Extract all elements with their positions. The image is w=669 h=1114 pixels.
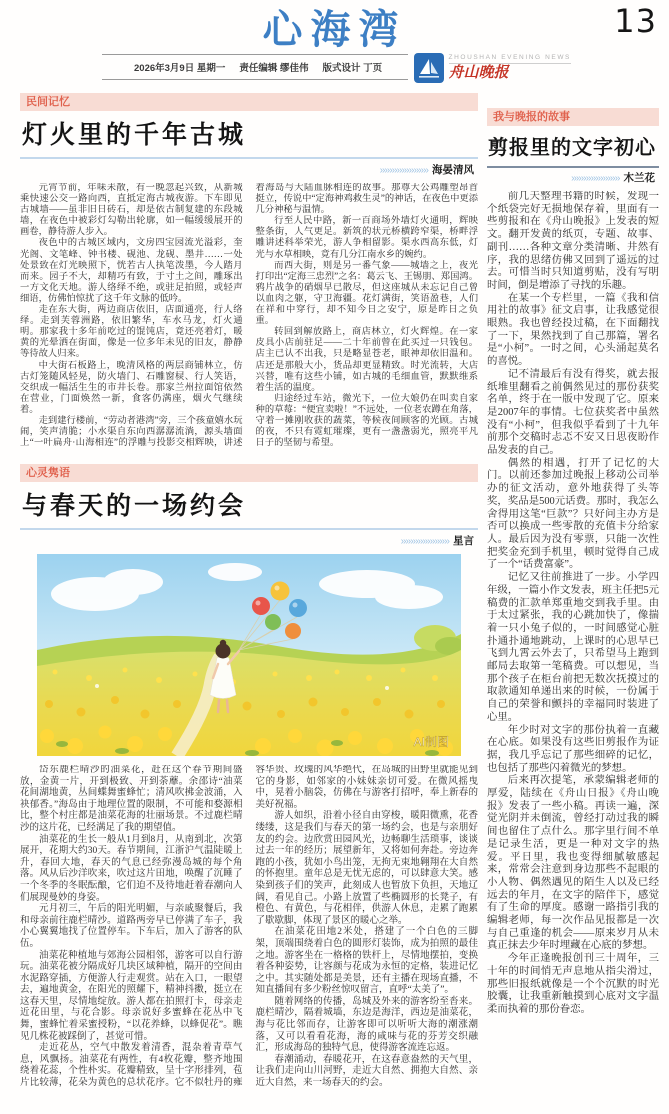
byline-arrows-icon: »»»»»»»»»»	[400, 535, 449, 547]
page-content	[0, 93, 669, 1097]
paragraph: 后来再次提笔，承蒙编辑老师的厚爱，陆续在《舟山日报》《舟山晚报》发表了一些小稿。再读一遍，深觉光阴并未倒流，曾经打动过我的瞬间也留住了点什么。那字里行间不单是记录生活，更是一种对文字的热爱。平日里，我也变得细腻敏感起来，常常会注意到身边那些不起眼的小人物、偶然遇见的陌生人以及已经远去的年月，在文字的陪伴下，感觉有了生命的厚度。感谢一路指引我的编辑老师，每一次作品见报都是一次与自己重逢的机会——原来岁月从未真正抹去少年时埋藏在心底的梦想。	[487, 775, 659, 952]
author-name: 海晏清风	[432, 164, 474, 176]
paragraph: 在某一个专栏里，一篇《我和信用社的故事》征文启事，让我感觉很眼熟。我也曾经投过稿，在下面翻找了一下，果然找到了自己那篇，署名是“小柯”。一时之间，心头涌起莫名的喜悦。	[487, 292, 659, 368]
article-title: 剪报里的文字初心	[488, 135, 656, 159]
paragraph: 记忆又往前推进了一步。小学四年级，一篇小作文发表，班主任把5元稿费的汇款单郑重地交到我手里。由于太过紧张，我的心跳加快了，像揣着一只小兔子似的，一时间感觉心脏扑通扑通地跳动，上课时的心思早已飞到九霄云外去了，只希望马上跑到邮局去取第一笔稿费。可以想见，当那个孩子在柜台前把无数次抚摸过的取款通知单递出来的时候，一份属于自己的荣誉和颤抖的幸福同时装进了心里。	[487, 572, 659, 723]
paragraph: 今年正逢晚报创刊三十周年，三十年的时间悄无声息地从指尖滑过，那些旧报纸就像是一个个沉默的时光胶囊，让我重新触摸到心底对文字温柔而执着的那份眷恋。	[487, 953, 659, 1015]
paragraph: 春潮涌动，春暖花开，在这春意盎然的天气里，让我们走向山川河野，走近大自然、拥抱大自然、亲近大自然，来一场春天的约会。	[255, 1054, 478, 1089]
paragraph: 元宵节前，年味未散，有一晚忽起兴致，从新城乘快速公交一路向西，直抵定海古城夜游。下车即见古城墙——虽非旧日砖石，却是依古制复建的东段城墙，在夜色中被彩灯勾勒出轮廓，如一幅缓缓展开的画卷，静待游人步入。	[20, 183, 243, 238]
title-divider	[20, 157, 478, 159]
paragraph: 走在东大街，两边商店依旧，店面通亮，行人络绎。走到芙蓉洲路，依旧繁华，车水马龙，灯火通明。那家我十多年前吃过的馄饨店，竟还亮着灯，暖黄的光晕洒在街面，像是一位多年未见的旧友，静静等待故人归来。	[20, 305, 243, 360]
page-number: 13	[614, 2, 657, 40]
article-body	[20, 765, 478, 1097]
byline-arrows-icon: »»»»»»»»»»	[571, 172, 620, 184]
newspaper-logo-icon	[414, 53, 444, 83]
byline-arrows-icon: »»»»»»»»»»	[379, 164, 428, 176]
title-divider	[20, 528, 478, 530]
paragraph: 前几天整理书籍的时候，发现一个纸袋完好无损地保存着，里面有一些剪报和在《舟山晚报》上发表的短文。翻开发黄的纸页，专题、故事、副刊……各种文章分类清晰、井然有序，我的思绪仿佛又回到了遥远的过去。可惜当时只知道剪贴，没有写明时间，倒是增添了寻找的乐趣。	[487, 191, 659, 291]
paragraph: 游人如织，沿着小径自由穿梭，暖阳微熏，花香缕缕，这是我们与春天的第一场约会，也是与亲朋好友的约会。边欣赏田园风光，边畅聊生活琐事，谈谈过去一年的经历；展望新年，又将如何奔赴。旁边奔跑的小孩，犹如小鸟出笼，无拘无束地翱翔在大自然的怀抱里。童年总是无忧无虑的，可以肆意大笑。感染到孩子们的笑声，此刻成人也暂放下负担，天地辽阔，看见自己。小路上放置了些椭圆形的长凳子，有橙色、有黄色，与花相伴，供游人休息，走累了跑累了歇歇脚，体现了景区的暖心之举。	[255, 811, 478, 926]
byline	[487, 170, 655, 185]
paragraph: 随着网络的传播，岛城及外来的游客纷至沓来。鹿栏晴沙，隔着城墙，东边是海洋，西边是油菜花，海与花比邻而存，让游客即可以听听大海的潮涨潮落，又可以看看花海，海的咸味与花的芬芳交织融汇，形成海岛的独特气息，使得游客流连忘返。	[255, 996, 478, 1054]
layout-designer-line: 版式设计 丁页	[322, 63, 383, 74]
side-column	[487, 93, 659, 1097]
masthead	[408, 49, 571, 87]
paragraph: 走到建行楼前，“劳动者港湾”旁，三个孩童嬉水玩闹，笑声清脆；小水渠自东向西潺潺流淌，源头墙面上“一叶扁舟·山海相连”的浮雕与投影交相辉映，讲述着海岛与大陆血脉相连的故事。那尊大公鸡雕塑昂首挺立，传说中“定海神鸡救生灵”的神话，在夜色中更添几分神秘与温情。	[20, 183, 478, 449]
category-tag: 民间记忆	[20, 93, 478, 111]
byline	[20, 533, 474, 548]
paragraph: 岱东鹿栏晴沙的油菜花，赶在这个春节期间盛放，金黄一片，开到极致、开到荼蘼。余邵诗“油菜花间湖地黄，丛间蝶舞蜜蜂忙；清风吹拂金波涌，入袂郁香。”海岛由于地理位置的限制，不可能和婺源相比，整个村庄都是油菜花海的壮丽场景。不过鹿栏晴沙的这片花，已经满足了我的期望值。	[20, 765, 243, 833]
masthead-chinese: 舟山晚报	[448, 65, 509, 82]
title-divider	[487, 166, 659, 168]
paragraph: 中大街石板路上，晚清风格的两层商铺林立，仿古灯笼随风轻晃，防火墙门、石雕窗棂、行人笑语，交织成一幅活生生的市井长卷。那家兰州拉面馆依然在营业，门面焕然一新，食客仍满座，烟火气继续着。	[20, 360, 243, 415]
spring-field-illustration	[37, 554, 461, 756]
article-body	[20, 183, 478, 455]
paragraph: 记不清最后有没有得奖，就去报纸堆里翻看之前偶然见过的那份获奖名单，终于在一版中发现了它。原来是2007年的事情。七位获奖者中虽然没有“小柯”，但我似乎看到了十九年前那个交稿时忐忑不安又日思夜盼作品发表的自己。	[487, 368, 659, 457]
paragraph: 油菜花的生长一般从1月到8月，从南到北，次第展开，花期大约30天。春节期间，江浙沪气温陡暖上升，春回大地，春天的气息已经弥漫岛城的每个角落。风从后沙洋吹来，吹过这片田地，唤醒了沉睡了一个冬季的冬眠酝酿，它们迫不及待地赶着春潮向人们展现曼妙的身姿。	[20, 834, 243, 903]
paragraph: 而西大街，则是另一番气象——城墙之上，夜光打印出“定海三忠烈”之名：葛云飞、王锡朋、郑国鸿。鸦片战争的硝烟早已散尽，但这座城从未忘记自己曾以血肉之躯，守卫海疆。花灯满街，笑语盈巷，人们在祥和中穿行，却不知今日之安宁，原是昨日之负重。	[255, 260, 478, 327]
paragraph: 走近花丛，空气中散发着清香，混杂着青草气息，风飘扬。油菜花有两性，有4枚花瓣，整齐地围绕着花蕊，个性朴实。花瓣精致，呈十字形排列，苞片比较薄，花朵为黄色的总状花序。它不似牡丹的雍容华贵、玫瑰的风华绝代，在岛城的田野里就能见到它的身影，如邻家的小妹妹亲切可爱。在微风摇曳中，晃着小脑袋，仿佛在与游客打招呼，奉上新春的美好祝福。	[20, 765, 478, 1089]
article-spring-date	[20, 464, 478, 1097]
main-column	[20, 93, 478, 1097]
masthead-text	[449, 54, 571, 82]
duty-editor-line: 责任编辑 缪佳伟	[239, 63, 309, 74]
paragraph: 转回到解放路上，商店林立，灯火辉煌。在一家皮具小店前驻足——二十年前曾在此买过一只钱包。店主已认不出我，只是略显苍老，眼神却依旧温和。店还是那般大小，货品却更显精致。时光流转，大店兴替，唯有这些小铺，如古城的毛细血管，默默维系着生活的温度。	[255, 327, 478, 393]
paragraph: 油菜花种植地与郊海公园相邻，游客可以自行游玩。油菜花被分隔成好几块区域种植，隔开的空间由水泥路穿插，方便游人行走观赏。站在入口，一眼望去，遍地黄金，在阳光的照耀下，精神抖擞，挺立在这春天里，尽情地绽放。游人都在拍照打卡，母亲走近花田里，与花合影。母亲说好多蜜蜂在花丛中飞舞，蜜蜂忙着采蜜授粉，“以花养蜂，以蜂促花”。瞧见几株花被踩倒了，甚觉可惜。	[20, 950, 243, 1042]
byline	[20, 162, 474, 177]
paragraph: 元月初三，午后的阳光明媚，与亲戚聚餐后，我和母亲前往鹿栏晴沙。道路两旁早已停满了车子，我小心翼翼地找了位置停车。下车后，加入了游客的队伍。	[20, 904, 243, 949]
header-info-bar	[102, 54, 571, 82]
paragraph: 年少时对文字的那份执着一直藏在心底。如果没有这些旧剪报作为证据，我几乎忘记了那些细碎的记忆，也包括了那些闪着微光的梦想。	[487, 724, 659, 774]
paragraph: 夜色中的古城区域内，文房四宝园流光溢彩，奎光阁、文笔峰、钟书楼、砚池、龙砚、墨井……一处处景致在灯光映照下，恍若古人执笔泼墨，今人踏月而来。园子不大，却精巧有致，于寸土之间，雕琢出一方文化天地。游人络绎不绝，或驻足拍照，或轻声细语，仿佛怕惊扰了这千年文脉的低吟。	[20, 238, 243, 304]
article-title: 与春天的一场约会	[22, 491, 247, 520]
page-header	[0, 0, 669, 80]
author-name: 星言	[453, 535, 474, 547]
masthead-english: ZHOUSHAN EVENING NEWS	[449, 54, 571, 64]
paragraph: 归途经过车站，微光下，一位大娘仍在叫卖自家种的草莓：“便宜卖啦！”不远处，一位老农蹲在角落，守着一摊刚收获的蔬菜，等候夜间顾客的光顾。古城的夜，不只有霓虹璀璨，更有一盏盏弱光，照亮平凡日子的坚韧与希望。	[255, 393, 478, 449]
section-title: 心海湾	[262, 7, 407, 53]
paragraph: 偶然的相遇，打开了记忆的大门。以前还参加过晚报上移动公司举办的征文活动，意外地获得了头等奖，奖品是500元话费。那时，我怎么舍得用这笔“巨款”？只好问主办方是否可以换成一些零散的充值卡分给家人。最后因为没有零票，只能一次性把奖金充到手机里，顿时觉得自己成了一个“话费富豪”。	[487, 457, 659, 571]
category-tag: 我与晚报的故事	[487, 108, 659, 126]
article-clippings	[487, 108, 659, 1017]
article-title: 灯火里的千年古城	[22, 120, 247, 149]
date-line: 2026年3月9日 星期一	[134, 63, 226, 74]
illustration-caption: AI制图	[413, 735, 449, 749]
article-body	[487, 191, 659, 1017]
article-ancient-city	[20, 93, 478, 455]
paragraph: 行至人民中路，新一百商场外墙灯火通明，辉映整条街，人气更足。新筑的状元桥横跨窄渠，桥畔浮雕讲述科举荣光，游人争相留影。渠水西高东低，灯光与水草相映，竟有几分江南水乡的婉约。	[255, 216, 478, 260]
paragraph: 在油菜花田地2米处，搭建了一个白色的三脚架，顶端围绕着白色的圆形灯装饰，成为拍照的最佳之地。游客坐在一格格的铁杆上，尽情地摆拍，变换着各种姿势，让容颜与花成为永恒的定格，装进记忆之中。其实随处都是美景，还有主播在现场直播，不知直播间有多少粉丝惊叹留言，直呼“太美了”。	[255, 927, 478, 996]
author-name: 木兰花	[623, 172, 655, 184]
category-tag: 心灵隽语	[20, 464, 478, 482]
